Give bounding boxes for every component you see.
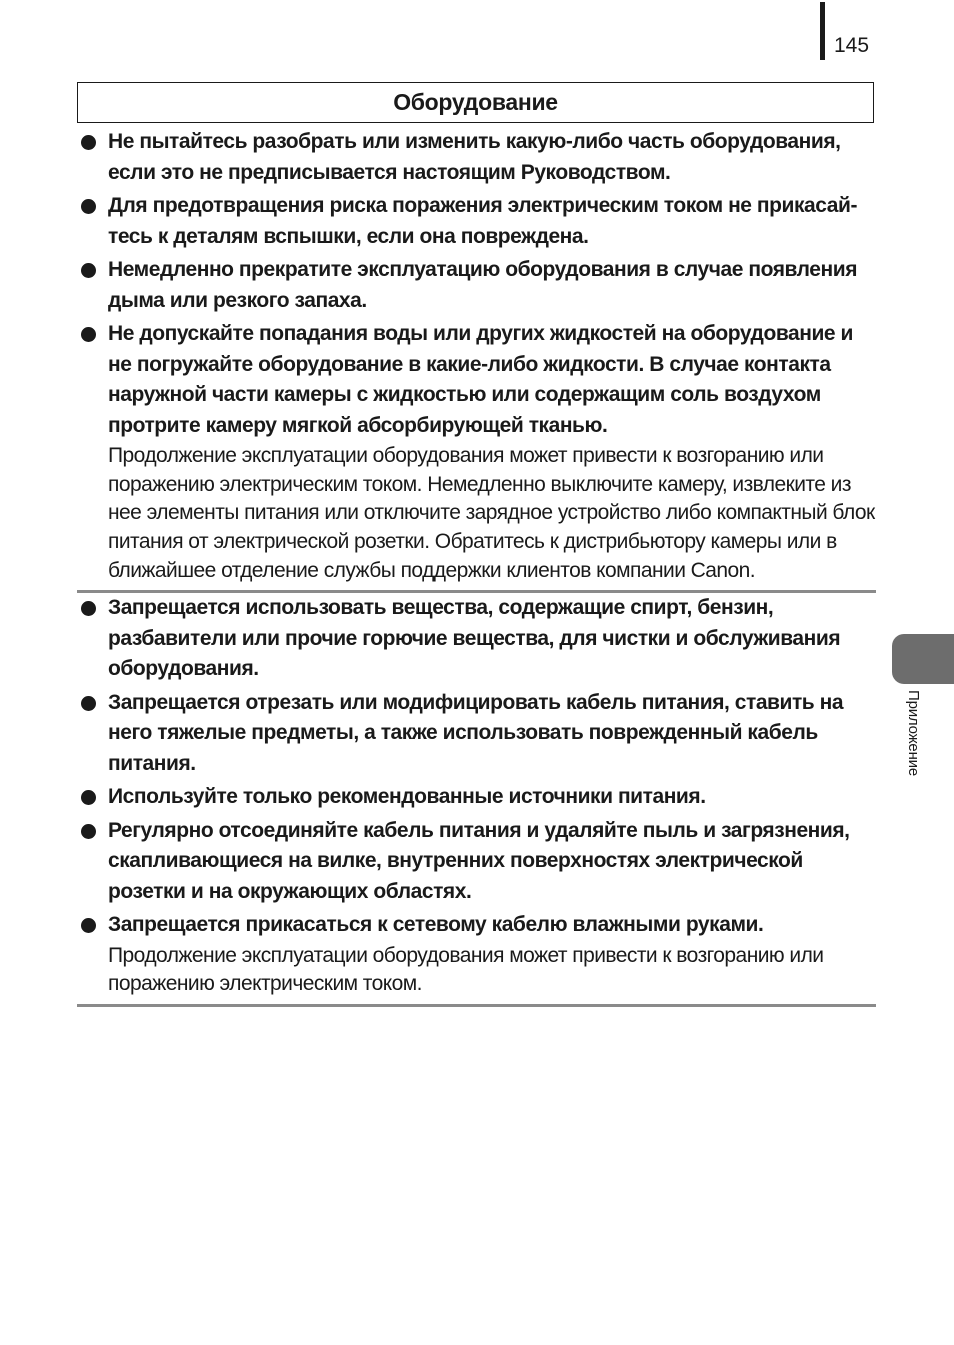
bullet-icon xyxy=(81,327,96,342)
warning-text: Запрещается использовать вещества, содержащие спирт, бензин, разбавители или прочие горючие вещества, для чистки и обслуживания оборудования. xyxy=(108,596,841,680)
list-item xyxy=(77,782,876,813)
chapter-side-label: Приложение xyxy=(905,690,922,776)
section-title: Оборудование xyxy=(77,82,874,123)
bullet-icon xyxy=(81,790,96,805)
warning-text: Используйте только рекомендованные источники питания. xyxy=(108,785,706,808)
warnings-section-2 xyxy=(77,593,876,999)
warning-text: Немедленно прекратите эксплуатацию оборудования в случае появления дыма или резкого запаха. xyxy=(108,258,858,312)
chapter-side-tab xyxy=(892,634,954,684)
page-number: 145 xyxy=(834,34,870,57)
list-item xyxy=(77,816,876,908)
list-item xyxy=(77,593,876,685)
bullet-icon xyxy=(81,824,96,839)
bullet-icon xyxy=(81,135,96,150)
warning-text: Не допускайте попадания воды или других жидкостей на оборудование и не погружайте оборудование в какие-либо жидкости. В случае контакта наружной части камеры с жидкостью или содержащим соль воздухом протрите камеру мягкой абсорбирующей тканью. xyxy=(108,322,853,437)
warning-text: Не пытайтесь разобрать или изменить какую-либо часть оборудования, если это не предписывается настоящим Руководством. xyxy=(108,130,841,184)
warning-text: Регулярно отсоединяйте кабель питания и удаляйте пыль и загрязнения, скапливающиеся на вилке, внутренних поверхностях электрической розетки и на окружающих областях. xyxy=(108,818,850,903)
warning-text: Запрещается отрезать или модифицировать кабель питания, ставить на него тяжелые предметы, а также использовать поврежденный кабель питания. xyxy=(108,690,844,775)
list-item xyxy=(77,319,876,586)
bullet-icon xyxy=(81,918,96,933)
warning-consequence-note: Продолжение эксплуатации оборудования может привести к возгоранию или поражению электрическим током. xyxy=(108,943,824,996)
bullet-icon xyxy=(81,696,96,711)
list-item xyxy=(77,127,876,188)
section-divider xyxy=(77,1004,876,1007)
list-item xyxy=(77,688,876,780)
list-item xyxy=(77,910,876,999)
bullet-icon xyxy=(81,199,96,214)
bullet-icon xyxy=(81,263,96,278)
warnings-section-1 xyxy=(77,127,876,586)
warning-consequence-note: Продолжение эксплуатации оборудования может привести к возгоранию или поражению электрическим током. Немедленно выключите камеру, извлеките из нее элементы питания или отключите зарядное устройство либо компактный блок питания от электрической розетки. Обратитесь к дистрибьютору камеры или в ближайшее отделение службы поддержки клиентов компании Canon. xyxy=(108,444,875,582)
warning-text: Запрещается прикасаться к сетевому кабелю влажными руками. xyxy=(108,913,764,936)
list-item xyxy=(77,255,876,316)
page-number-bar xyxy=(820,2,825,60)
warning-text: Для предотвращения риска поражения электрическим током не прикасай-тесь к деталям вспышки, если она повреждена. xyxy=(108,194,858,248)
list-item xyxy=(77,191,876,252)
bullet-icon xyxy=(81,601,96,616)
